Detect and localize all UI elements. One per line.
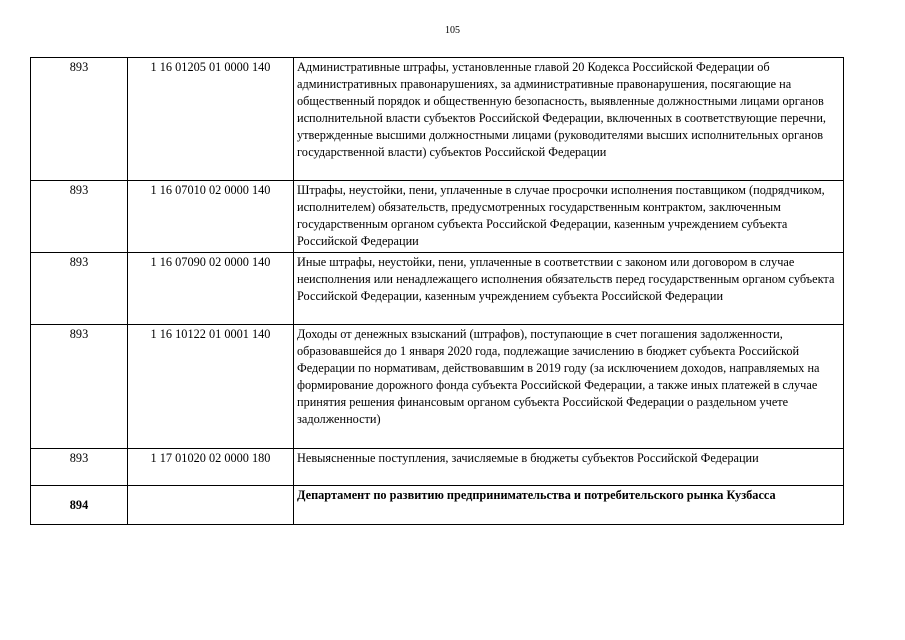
admin-code-cell: 893: [31, 449, 128, 486]
revenue-code-cell: 1 16 07090 02 0000 140: [128, 253, 294, 325]
revenue-code-cell: 1 16 10122 01 0001 140: [128, 325, 294, 449]
admin-code-cell: 893: [31, 181, 128, 253]
revenue-code-cell: 1 16 07010 02 0000 140: [128, 181, 294, 253]
revenue-code-cell: [128, 486, 294, 525]
table-row-department-header: [31, 486, 844, 525]
admin-code-cell: 893: [31, 253, 128, 325]
admin-code-cell: 893: [31, 58, 128, 181]
table-row: [31, 253, 844, 325]
admin-code-cell: 894: [31, 486, 128, 525]
budget-revenue-table: [30, 57, 844, 525]
table-row: [31, 449, 844, 486]
revenue-description-cell: Штрафы, неустойки, пени, уплаченные в случае просрочки исполнения поставщиком (подрядчиком, исполнителем) обязательств, предусмотренных государственным контрактом, заключенным государственным органом субъекта Российской Федерации, казенным учреждением субъекта Российской Федерации: [294, 181, 844, 253]
revenue-code-cell: 1 16 01205 01 0000 140: [128, 58, 294, 181]
table-row: [31, 181, 844, 253]
revenue-code-cell: 1 17 01020 02 0000 180: [128, 449, 294, 486]
revenue-description-cell: Доходы от денежных взысканий (штрафов), поступающие в счет погашения задолженности, образовавшейся до 1 января 2020 года, подлежащие зачислению в бюджет субъекта Российской Федерации по нормативам, действовавшим в 2019 году (за исключением доходов, направляемых на формирование дорожного фонда субъекта Российской Федерации, а также иных платежей в случае принятия решения финансовым органом субъекта Российской Федерации о раздельном учете задолженности): [294, 325, 844, 449]
department-name-cell: Департамент по развитию предпринимательства и потребительского рынка Кузбасса: [294, 486, 844, 525]
revenue-description-cell: Административные штрафы, установленные главой 20 Кодекса Российской Федерации об административных правонарушениях, за административные правонарушения, посягающие на общественный порядок и общественную безопасность, выявленные должностными лицами органов исполнительной власти субъектов Российской Федерации, включенных в соответствующие перечни, утвержденные высшими должностными лицами (руководителями высших исполнительных органов государственной власти) субъектов Российской Федерации: [294, 58, 844, 181]
table-row: [31, 325, 844, 449]
admin-code-cell: 893: [31, 325, 128, 449]
revenue-description-cell: Иные штрафы, неустойки, пени, уплаченные в соответствии с законом или договором в случае неисполнения или ненадлежащего исполнения обязательств перед государственным органом субъекта Российской Федерации, казенным учреждением субъекта Российской Федерации: [294, 253, 844, 325]
table-row: [31, 58, 844, 181]
page-number: 105: [445, 25, 460, 36]
revenue-description-cell: Невыясненные поступления, зачисляемые в бюджеты субъектов Российской Федерации: [294, 449, 844, 486]
